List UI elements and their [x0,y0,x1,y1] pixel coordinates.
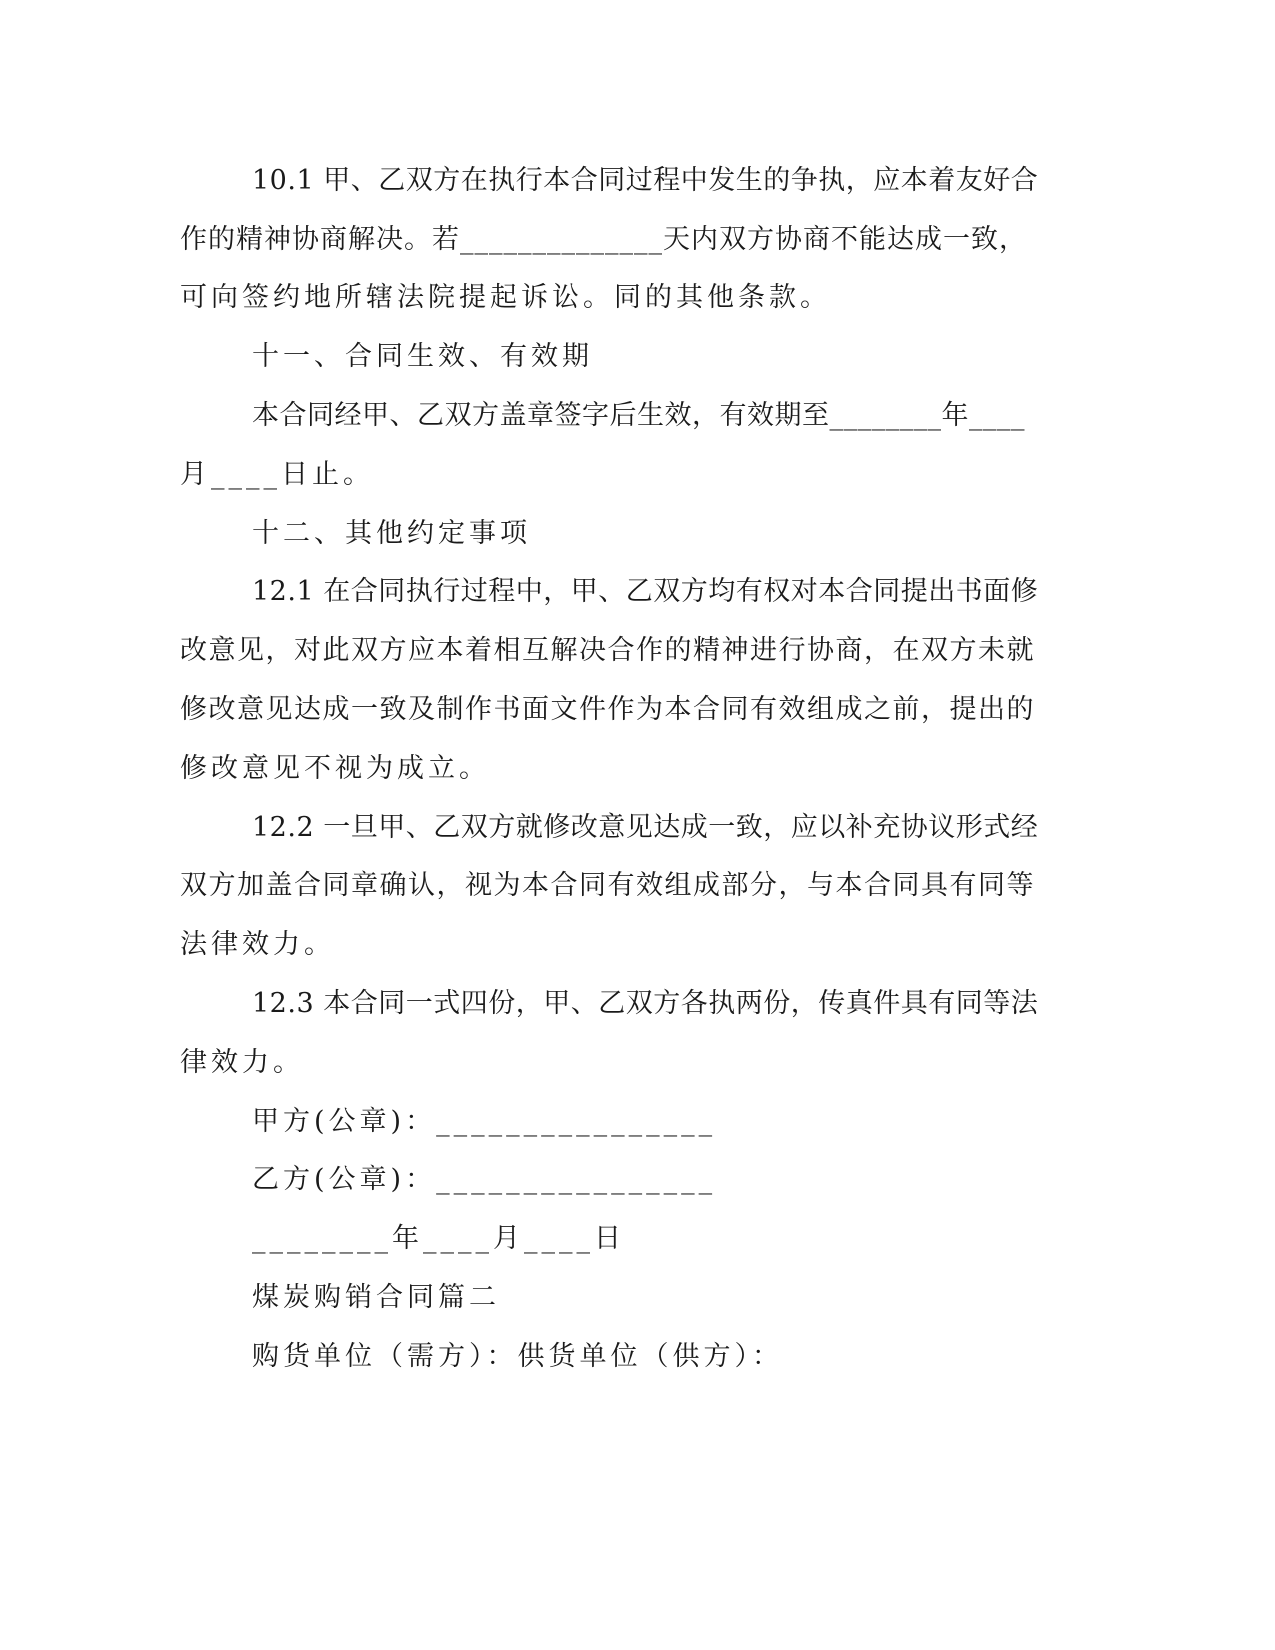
party-b-seal-line: 乙方(公章)：________________ [252,1164,717,1195]
clause-12-2-line-3: 法律效力。 [180,929,335,960]
clause-12-1-line-1: 12.1 在合同执行过程中，甲、乙双方均有权对本合同提出书面修 [252,576,1039,607]
second-contract-title: 煤炭购销合同篇二 [252,1282,500,1313]
clause-12-1-line-3: 修改意见达成一致及制作书面文件作为本合同有效组成之前，提出的 [180,694,1035,725]
clause-10-1-line-2: 作的精神协商解决。若______________天内双方协商不能达成一致， [180,224,1027,255]
clause-12-1-line-4: 修改意见不视为成立。 [180,753,490,784]
section-11-heading: 十一、合同生效、有效期 [252,341,593,372]
section-12-heading: 十二、其他约定事项 [252,518,531,549]
clause-12-3-line-2: 律效力。 [180,1047,304,1078]
clause-12-3-line-1: 12.3 本合同一式四份，甲、乙双方各执两份，传真件具有同等法 [252,988,1039,1019]
clause-12-1-line-2: 改意见，对此双方应本着相互解决合作的精神进行协商，在双方未就 [180,635,1035,666]
clause-10-1-line-3: 可向签约地所辖法院提起诉讼。同的其他条款。 [180,282,831,313]
clause-12-2-line-1: 12.2 一旦甲、乙双方就修改意见达成一致，应以补充协议形式经 [252,812,1039,843]
clause-12-2-line-2: 双方加盖合同章确认，视为本合同有效组成部分，与本合同具有同等 [180,870,1035,901]
clause-10-1-line-1: 10.1 甲、乙双方在执行本合同过程中发生的争执，应本着友好合 [252,165,1039,196]
section-11-body-line-1: 本合同经甲、乙双方盖章签字后生效，有效期至________年____ [252,400,1025,431]
party-a-seal-line: 甲方(公章)：________________ [252,1106,717,1137]
signing-date-line: ________年____月____日 [252,1223,625,1254]
section-11-body-line-2: 月____日止。 [180,459,374,490]
buyer-seller-line: 购货单位（需方）：供货单位（供方）： [252,1341,783,1372]
